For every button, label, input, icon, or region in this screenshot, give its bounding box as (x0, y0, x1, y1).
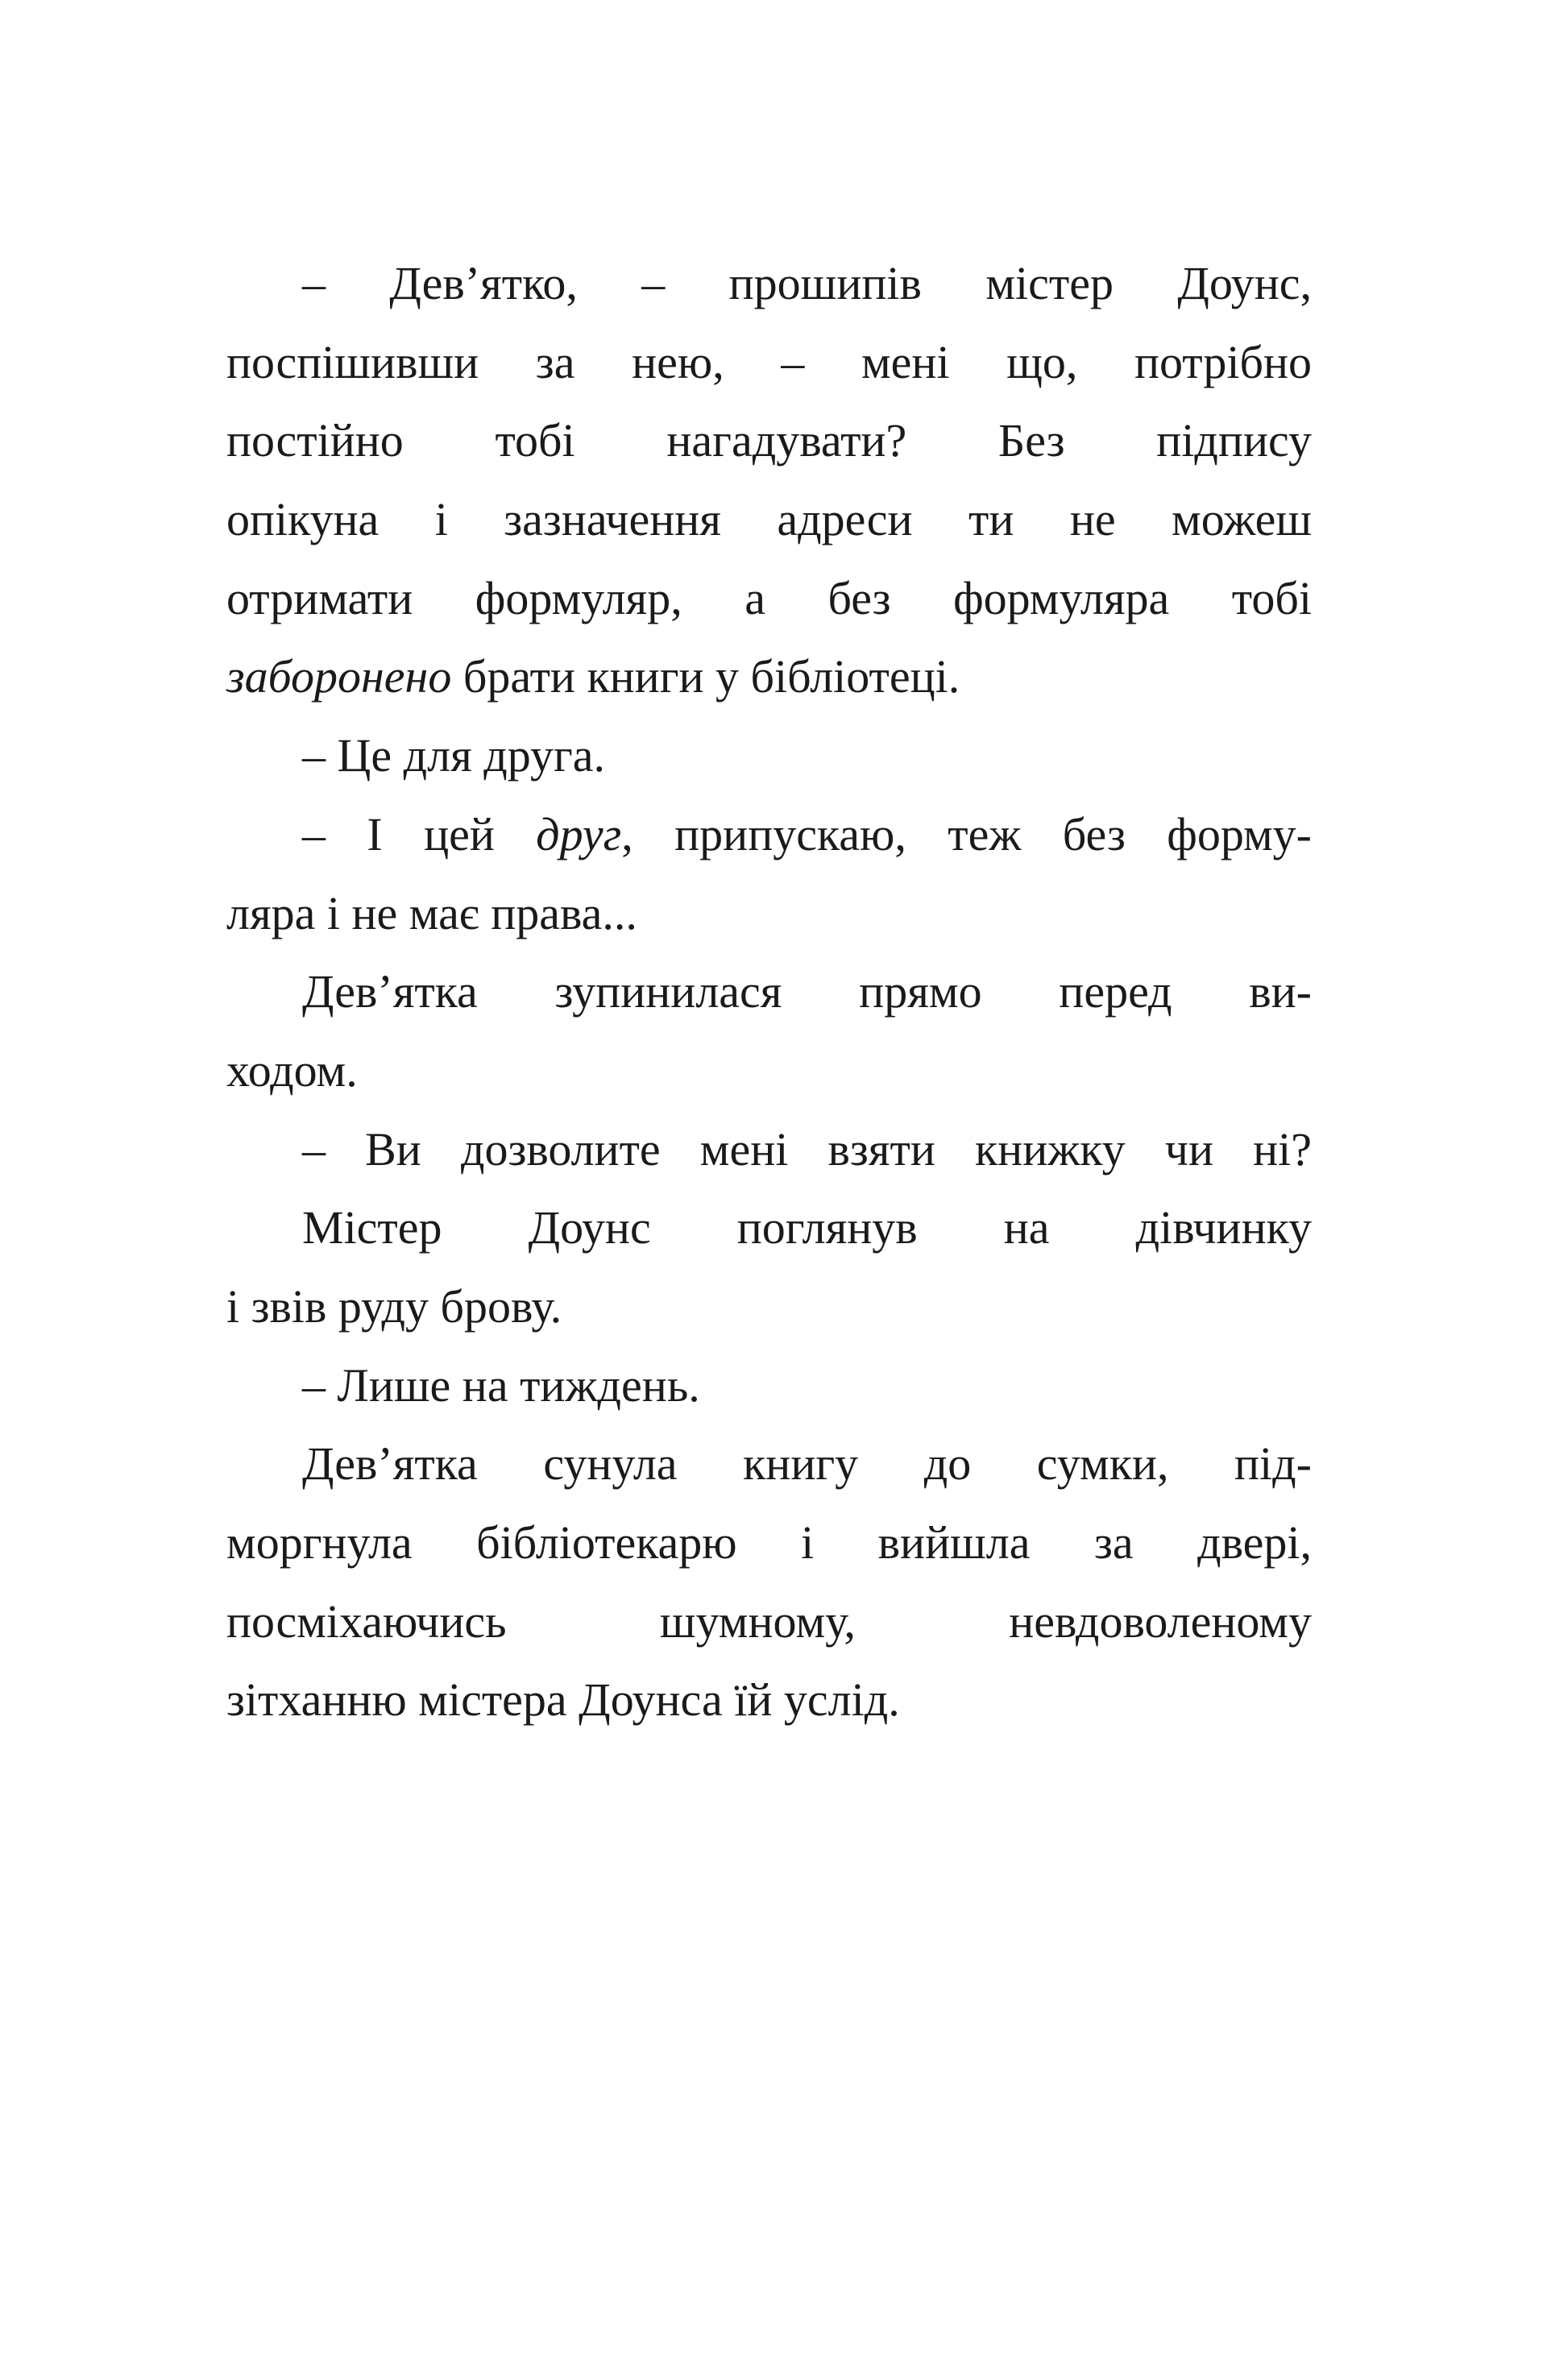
text-line: поспішивши за нею, – мені що, потрібно (226, 335, 1312, 388)
book-page-text (226, 244, 1312, 1739)
emphasis-text: друг (536, 807, 622, 860)
text-line: отримати формуляр, а без формуляра тобі (226, 571, 1312, 624)
emphasis-text: заборонено (226, 650, 452, 703)
text-line: опікуна і зазначення адреси ти не можеш (226, 493, 1312, 546)
text-line: постійно тобі нагадувати? Без підпису (226, 414, 1312, 467)
text-span: брати книги у бібліотеці. (451, 650, 960, 703)
text-line: – Це для друга. (302, 729, 606, 782)
text-line: зітханню містера Доунса їй услід. (226, 1673, 900, 1727)
text-line (226, 637, 1312, 716)
text-line: – Ви дозволите мені взяти книжку чи ні? (302, 1122, 1312, 1175)
text-line: – Лише на тиждень. (302, 1358, 700, 1412)
text-line: моргнула бібліотекарю і вийшла за двері, (226, 1516, 1312, 1569)
text-line: Дев’ятка зупинилася прямо перед ви- (302, 965, 1312, 1018)
text-span: , припускаю, теж без форму- (621, 807, 1312, 860)
text-line: Дев’ятка сунула книгу до сумки, під- (302, 1437, 1312, 1491)
text-line: посміхаючись шумному, невдоволеному (226, 1594, 1312, 1648)
text-span: – І цей (302, 807, 537, 860)
text-line: і звів руду брову. (226, 1279, 562, 1333)
text-line: ляра і не має права... (226, 886, 637, 939)
text-line (226, 795, 1312, 874)
text-line: – Дев’ятко, – прошипів містер Доунс, (302, 257, 1312, 309)
text-line: ходом. (226, 1043, 358, 1097)
text-line: Містер Доунс поглянув на дівчинку (302, 1201, 1312, 1254)
